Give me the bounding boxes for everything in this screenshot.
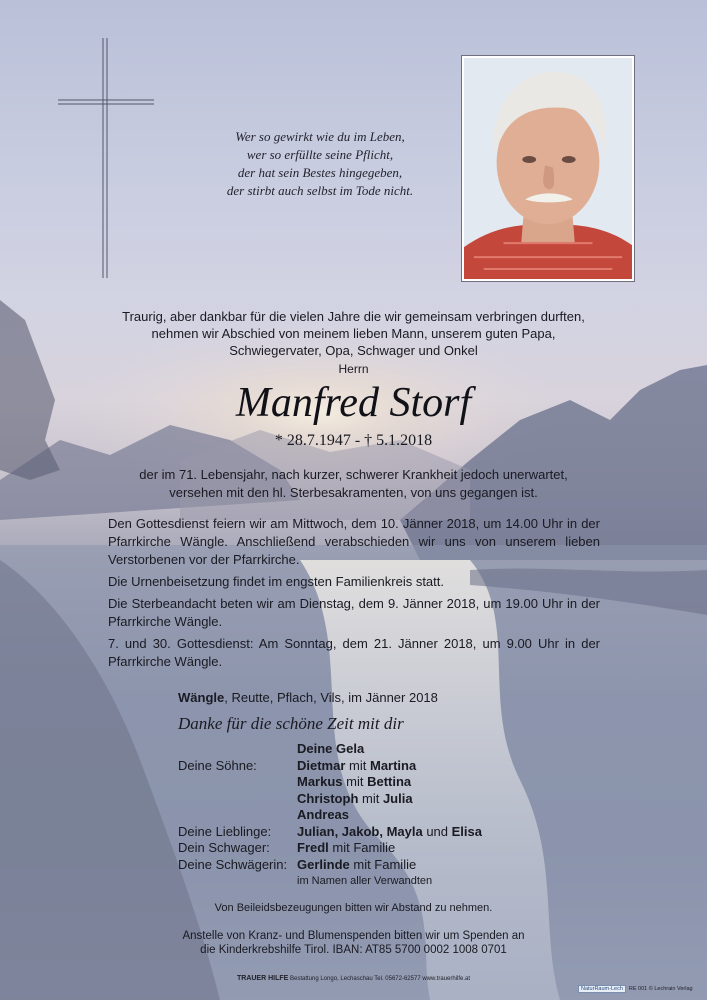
mourner-connector: mit — [358, 790, 383, 806]
intro-line: Traurig, aber dankbar für die vielen Jahre die wir gemeinsam verbringen durften, — [122, 309, 585, 324]
mourner-row — [178, 774, 538, 791]
cross-icon — [58, 38, 154, 278]
deceased-name: Manfred Storf — [235, 380, 472, 426]
mourners-list — [178, 741, 538, 889]
mourner-name: Gerlinde — [297, 856, 350, 872]
mourner-relation — [178, 807, 297, 824]
quote-line: der hat sein Bestes hingegeben, — [237, 165, 403, 180]
mourner-row — [178, 791, 538, 808]
mourner-name: Deine Gela — [297, 741, 365, 756]
footer-imprint — [0, 975, 707, 982]
service-details — [108, 515, 600, 675]
quote-line: wer so erfüllte seine Pflicht, — [246, 147, 394, 162]
death-description — [80, 466, 627, 502]
mourner-partner: Martina — [369, 757, 417, 773]
donation-line: die Kinderkrebshilfe Tirol. IBAN: AT85 5700 0002 1008 0701 — [200, 944, 507, 956]
mourner-name: Markus — [297, 774, 343, 789]
portrait-photo — [462, 56, 634, 281]
intro-text — [80, 308, 627, 359]
mourner-row — [178, 807, 538, 824]
life-dates: * 28.7.1947 - † 5.1.2018 — [274, 432, 433, 449]
footer-badge — [578, 986, 693, 992]
mourner-row — [178, 824, 538, 841]
mourner-row — [178, 857, 538, 874]
mourner-name: Andreas — [297, 807, 350, 822]
mourner-name: Christoph — [297, 790, 359, 806]
mourner-partner: Elisa — [451, 823, 482, 839]
mourner-partner: Julia — [382, 790, 413, 806]
mourner-name: Julian, Jakob, Mayla — [297, 823, 423, 839]
footer-brand: TRAUER HILFE — [236, 975, 289, 982]
mourner-relation: Dein Schwager: — [178, 840, 270, 855]
mourner-connector: mit Familie — [349, 856, 417, 872]
salutation: Herrn — [338, 362, 369, 376]
badge-code: RE 001 © Lechrain Verlag — [628, 986, 693, 992]
place-rest: , Reutte, Pflach, Vils, im Jänner 2018 — [224, 690, 438, 705]
footer-text: Bestattung Longo, Lechaschau Tel. 05672-62577 www.trauerhilfe.at — [288, 976, 471, 982]
mourner-row — [178, 758, 538, 775]
donation-note — [0, 929, 707, 957]
memorial-quote — [180, 128, 460, 200]
mourner-relation — [178, 791, 297, 808]
mourner-relation — [178, 774, 297, 791]
funeral-service-paragraph: Den Gottesdienst feiern wir am Mittwoch, dem 10. Jänner 2018, um 14.00 Uhr in der Pfarrkirche Wängle. Anschließend verabschieden wir uns von unserem lieben Verstorbenen vor der Pfarrkirche. — [108, 516, 600, 567]
memorial-mass-paragraph: 7. und 30. Gottesdienst: Am Sonntag, dem 21. Jänner 2018, um 9.00 Uhr in der Pfarrkirche Wängle. — [108, 636, 600, 669]
mourner-connector: mit — [345, 757, 370, 773]
mourner-partner: Bettina — [367, 774, 412, 789]
description-line: versehen mit den hl. Sterbesakramenten, von uns gegangen ist. — [169, 485, 538, 500]
badge-tag: NaturRaum-Lech — [578, 985, 626, 993]
description-line: der im 71. Lebensjahr, nach kurzer, schwerer Krankheit jedoch unerwartet, — [139, 467, 568, 482]
mourner-connector: mit Familie — [328, 840, 396, 855]
mourner-row — [178, 741, 538, 758]
mourner-connector: mit — [342, 774, 368, 789]
intro-line: nehmen wir Abschied von meinem lieben Mann, unserem guten Papa, — [151, 326, 556, 341]
condolence-note: Von Beileidsbezeugungen bitten wir Abstand zu nehmen. — [214, 902, 493, 914]
quote-line: Wer so gewirkt wie du im Leben, — [235, 129, 405, 144]
place-date — [178, 690, 438, 705]
relatives-line: im Namen aller Verwandten — [297, 875, 433, 887]
mourner-relation: Deine Söhne: — [178, 757, 257, 773]
mourner-relation: Deine Schwägerin: — [178, 856, 288, 872]
mourner-row — [178, 840, 538, 857]
mourner-relation: Deine Lieblinge: — [178, 823, 272, 839]
prayer-service-paragraph: Die Sterbeandacht beten wir am Dienstag, dem 9. Jänner 2018, um 19.00 Uhr in der Pfarrkirche Wängle. — [108, 596, 600, 629]
mourner-name: Dietmar — [297, 757, 346, 773]
mourner-name: Fredl — [297, 840, 329, 855]
place-town: Wängle — [178, 690, 225, 705]
donation-line: Anstelle von Kranz- und Blumenspenden bitten wir um Spenden an — [182, 930, 525, 942]
quote-line: der stirbt auch selbst im Tode nicht. — [226, 183, 414, 198]
mourner-connector: und — [422, 823, 452, 839]
thanks-line: Danke für die schöne Zeit mit dir — [178, 714, 404, 733]
mourner-relation — [178, 741, 297, 758]
urn-burial-paragraph: Die Urnenbeisetzung findet im engsten Familienkreis statt. — [108, 574, 444, 589]
intro-line: Schwiegervater, Opa, Schwager und Onkel — [229, 343, 478, 358]
